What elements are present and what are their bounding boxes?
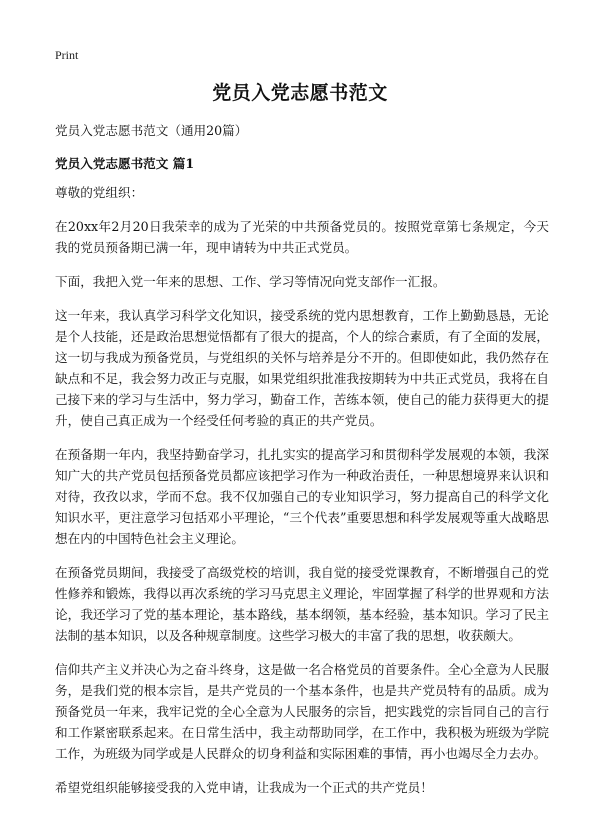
document-subtitle: 党员入党志愿书范文（通用20篇） [55,123,248,138]
paragraph: 在20xx年2月20日我荣幸的成为了光荣的中共预备党员的。按照党章第七条规定，今天我的党员预备期已满一年，现申请转为中共正式党员。 [55,219,549,255]
paragraph: 这一年来，我认真学习科学文化知识，接受系统的党内思想教育，工作上勤勤恳恳，无论是个人技能，还是政治思想觉悟都有了很大的提高，个人的综合素质，有了全面的发展，这一切与我成为预备党员，与党组织的关怀与培养是分不开的。但即使如此，我仍然存在缺点和不足，我会努力改正与克服，如果党组织批准我按期转为中共正式党员，我将在自己接下来的学习与生活中，努力学习，勤奋工作，苦练本领，使自己的能力获得更大的提升，使自己真正成为一个经受任何考验的真正的共产党员。 [55,308,549,428]
paragraph: 在预备党员期间，我接受了高级党校的培训，我自觉的接受党课教育，不断增强自己的党性修养和锻炼，我得以再次系统的学习马克思主义理论，牢固掌握了科学的世界观和方法论，我还学习了党的基本理论，基本路线，基本纲领，基本经验，基本知识。学习了民主法制的基本知识，以及各种规章制度。这些学习极大的丰富了我的思想，收获颇大。 [55,565,549,643]
paragraph: 在预备期一年内，我坚持勤奋学习，扎扎实实的提高学习和贯彻科学发展观的本领，我深知广大的共产党员包括预备党员都应该把学习作为一种政治责任，一种思想境界来认识和对待，孜孜以求，学而不怠。我不仅加强自己的专业知识学习，努力提高自己的科学文化知识水平，更注意学习包括邓小平理论，“三个代表”重要思想和科学发展观等重大战略思想在内的中国特色社会主义理论。 [55,447,549,546]
print-link[interactable]: Print [55,48,79,62]
document-title: 党员入党志愿书范文 [212,82,388,104]
salutation: 尊敬的党组织： [55,185,144,200]
paragraph: 下面，我把入党一年来的思想、工作、学习等情况向党支部作一汇报。 [55,274,446,289]
section-heading: 党员入党志愿书范文 篇1 [55,156,195,171]
document-body [55,120,549,811]
closing-paragraph: 希望党组织能够接受我的入党申请，让我成为一个正式的共产党员！ [55,780,433,795]
paragraph: 信仰共产主义并决心为之奋斗终身，这是做一名合格党员的首要条件。全心全意为人民服务，是我们党的根本宗旨，是共产党员的一个基本条件，也是共产党员特有的品质。成为预备党员一年来，我牢记党的全心全意为人民服务的宗旨，把实践党的宗旨同自己的言行和工作紧密联系起来。在日常生活中，我主动帮助同学，在工作中，我积极为班级为学院工作，为班级为同学或是人民群众的切身利益和实际困难的事情，再小也竭尽全力去办。 [55,662,549,761]
